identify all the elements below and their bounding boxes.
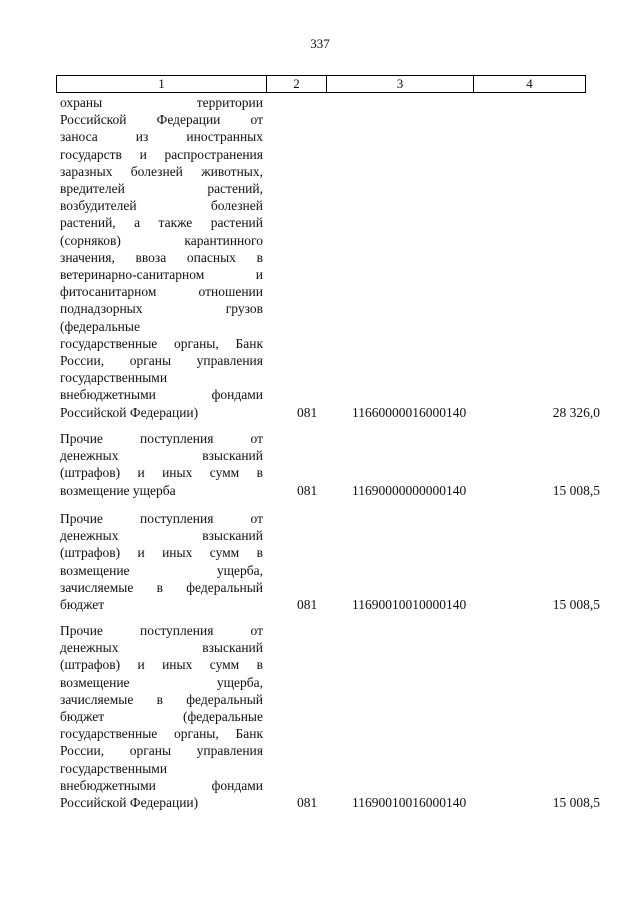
- admin-code: 081: [297, 597, 318, 613]
- amount: 28 326,0: [552, 404, 600, 420]
- column-header-2: 2: [267, 76, 327, 92]
- description-line: заноса из иностранных: [60, 129, 263, 145]
- description-line: растений, а также растений: [60, 215, 263, 231]
- description-line: бюджет: [60, 597, 105, 613]
- description-line: (федеральные: [60, 318, 140, 334]
- admin-code: 081: [297, 404, 318, 420]
- description-line: заразных болезней животных,: [60, 163, 263, 179]
- row-description: [60, 430, 263, 499]
- description-line: значения, ввоза опасных в: [60, 249, 263, 265]
- admin-code: 081: [297, 795, 318, 811]
- description-line: государственными: [60, 370, 168, 386]
- page-number: 337: [310, 36, 330, 51]
- description-line: фитосанитарном отношении: [60, 284, 263, 300]
- description-line: внебюджетными фондами: [60, 387, 263, 403]
- description-line: возмещение ущерба: [60, 482, 176, 498]
- description-line: (штрафов) и иных сумм в: [60, 465, 263, 481]
- table-row: [60, 622, 600, 811]
- budget-code: 11660000016000140: [352, 404, 467, 420]
- budget-code: 11690000000000140: [352, 482, 467, 498]
- description-line: Российской Федерации): [60, 404, 199, 420]
- description-line: возмещение ущерба,: [60, 674, 263, 690]
- description-line: (сорняков) карантинного: [60, 232, 263, 248]
- description-line: ветеринарно-санитарном и: [60, 267, 263, 283]
- description-line: государственные органы, Банк: [60, 726, 263, 742]
- description-line: возбудителей болезней: [60, 198, 263, 214]
- amount: 15 008,5: [552, 482, 600, 498]
- row-description: [60, 622, 263, 811]
- budget-code: 11690010016000140: [352, 795, 467, 811]
- description-line: Прочие поступления от: [60, 623, 263, 638]
- description-line: Российской Федерации): [60, 795, 199, 811]
- description-line: России, органы управления: [60, 743, 263, 759]
- amount: 15 008,5: [552, 795, 600, 811]
- description-line: (штрафов) и иных сумм в: [60, 545, 263, 561]
- description-line: поднадзорных грузов: [60, 301, 263, 317]
- description-line: возмещение ущерба,: [60, 562, 263, 578]
- description-line: государственные органы, Банк: [60, 335, 263, 351]
- description-line: денежных взысканий: [60, 528, 263, 544]
- column-header-1: 1: [57, 76, 267, 92]
- row-description: [60, 510, 263, 613]
- description-line: бюджет (федеральные: [60, 709, 263, 725]
- description-line: зачисляемые в федеральный: [60, 579, 263, 595]
- description-line: России, органы управления: [60, 353, 263, 369]
- description-line: Прочие поступления от: [60, 511, 263, 526]
- admin-code: 081: [297, 482, 318, 498]
- description-line: внебюджетными фондами: [60, 777, 263, 793]
- amount: 15 008,5: [552, 597, 600, 613]
- table-row: [60, 94, 600, 421]
- description-line: денежных взысканий: [60, 640, 263, 656]
- column-header-4: 4: [526, 76, 533, 91]
- description-line: государственными: [60, 760, 168, 776]
- table-row: [60, 430, 600, 499]
- table-header: [56, 75, 586, 93]
- description-line: (штрафов) и иных сумм в: [60, 657, 263, 673]
- table-row: [60, 510, 600, 613]
- description-line: вредителей растений,: [60, 181, 263, 197]
- row-description: [60, 94, 263, 421]
- description-line: Прочие поступления от: [60, 431, 263, 446]
- budget-code: 11690010010000140: [352, 597, 467, 613]
- description-line: зачисляемые в федеральный: [60, 691, 263, 707]
- description-line: охраны территории: [60, 95, 263, 110]
- column-header-3: 3: [327, 76, 474, 92]
- description-line: Российской Федерации от: [60, 112, 263, 128]
- description-line: денежных взысканий: [60, 448, 263, 464]
- description-line: государств и распространения: [60, 146, 263, 162]
